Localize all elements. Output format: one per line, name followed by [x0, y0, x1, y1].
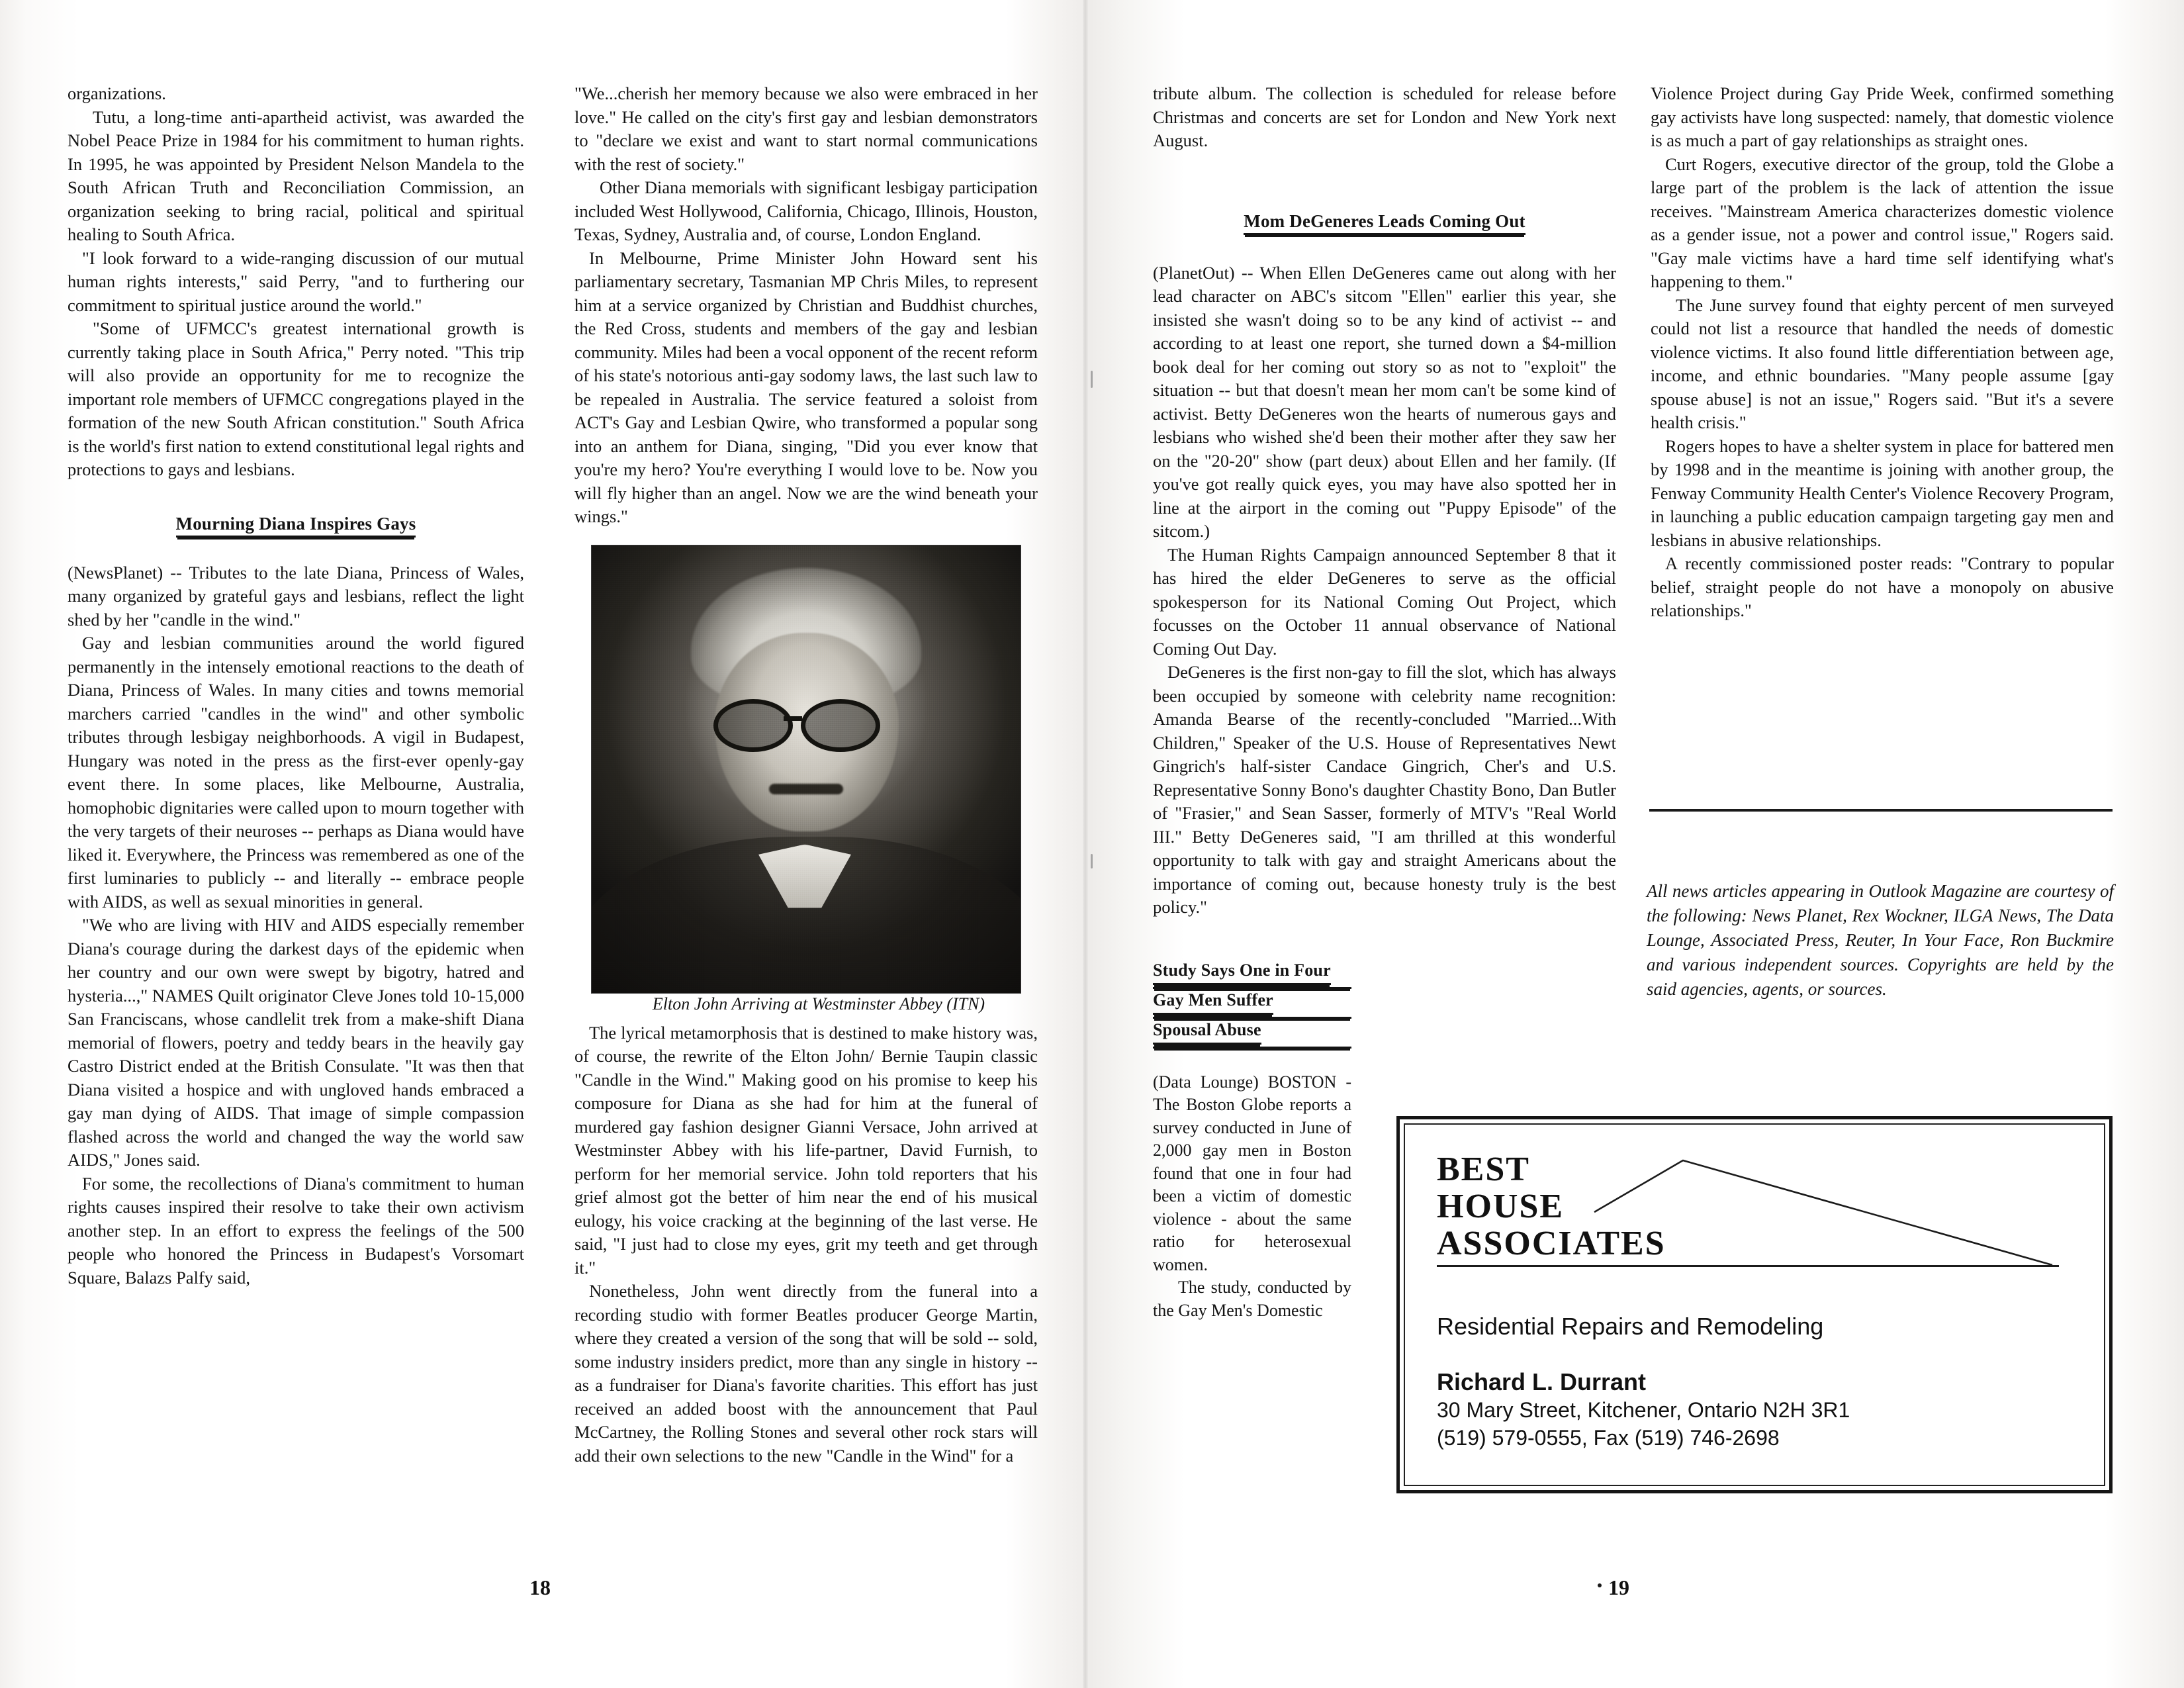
article-headline-text: Gay Men Suffer	[1153, 989, 1273, 1015]
paragraph: The Human Rights Campaign announced September 8 that it has hired the elder DeGeneres to serve as the official spokesperson for its National Coming Out Project, which focusses on the October 11 annual observance of National Coming Out Day.	[1153, 544, 1616, 659]
photo-caption: Elton John Arriving at Westminster Abbey (ITN)	[652, 994, 985, 1013]
page-number-left: 18	[529, 1575, 551, 1599]
article-headline-text: Spousal Abuse	[1153, 1019, 1261, 1045]
column-one	[68, 82, 524, 1289]
article-headline-mourning-diana	[68, 512, 524, 535]
paragraph: "We...cherish her memory because we also were embraced in her love." He called on the city's first gay and lesbian demonstrators to "declare we exist and want to start normal communications with the rest of society."	[574, 83, 1038, 174]
paragraph: Nonetheless, John went directly from the funeral into a recording studio with former Beatles producer George Martin, where they created a version of the song that will be sold -- sold, some industry insiders predict, more than any single in history -- as a fundraiser for Diana's favorite charities. This effort has just received an added boost with the announcement that Paul McCartney, the Rolling Stones and several other rock stars will add their own selections to the new "Candle in the Wind" for a	[574, 1281, 1038, 1466]
article-headline-text: Mom DeGeneres Leads Coming Out	[1244, 211, 1525, 235]
article-headline-study-says	[1153, 959, 1351, 1049]
narrow-story-study-says	[1153, 959, 1351, 1323]
page-number-right: 19	[1608, 1575, 1629, 1599]
page-number-dot	[1598, 1583, 1602, 1587]
column-four	[1651, 82, 2114, 623]
article-headline-mom-degeneres	[1153, 210, 1616, 232]
article-headline-line-2	[1153, 989, 1351, 1019]
paragraph: Violence Project during Gay Pride Week, confirmed something gay activists have long suspected: namely, that domestic violence is as much a part of gay relationships as straight ones.	[1651, 83, 2114, 150]
paragraph: "We who are living with HIV and AIDS especially remember Diana's courage during the darkest days of the epidemic when her country and our own were swept by bigotry, hatred and hysteria...," NAMES Quilt originator Cleve Jones told 10-15,000 San Franciscans, whose candlelit trek from a make-shift Diana memorial of flowers, poetry and teddy bears in the heavily gay Castro District ended at the British Consulate. "It was then that Diana visited a hospice and with ungloved hands embraced a gay man dying of AIDS. That image of simple compassion flashed across the world and changed the way the world saw AIDS," Jones said.	[68, 915, 524, 1170]
paragraph: The lyrical metamorphosis that is destined to make history was, of course, the rewrite of the Elton John/ Bernie Taupin classic "Candle in the Wind." Making good on his promise to keep his composure for Diana as she had for him at the funeral of murdered gay fashion designer Gianni Versace, John arrived at Westminster Abbey with his life-partner, David Furnish, to perform for her memorial service. John told reporters that his grief almost got the better of him near the end of his musical eulogy, his voice cracking at the beginning of the last verse. He said, "I just had to close my eyes, grit my teeth and get through it."	[574, 1022, 1038, 1278]
article-headline-text: Study Says One in Four	[1153, 959, 1331, 985]
paragraph: The June survey found that eighty percent of men surveyed could not list a resource that handled the needs of domestic violence victims. It also found little differentiation between age, income, and ethnic boundaries. "Many people assume [gay spouse abuse] is not an issue," Rogers said. "But it's a severe health crisis."	[1651, 295, 2114, 432]
elton-john-photo	[591, 545, 1021, 994]
gutter-binding-mark-bottom	[1091, 854, 1093, 868]
gutter-binding-mark-top	[1091, 371, 1093, 388]
paragraph: In Melbourne, Prime Minister John Howard sent his parliamentary secretary, Tasmanian MP Chris Miles, to represent him at a service organized by Christian and Buddhist churches, the Red Cross, students and members of the gay and lesbian community. Miles had been a vocal opponent of the recent reform of his state's notorious anti-gay sodomy laws, the last such law to be repealed in Australia. The service featured a soloist from ACT's Gay and Lesbian Qwire, who transformed a popular song into an anthem for Diana, singing, "Did you ever know that you're my hero? You're everything I would love to be. Now you will fly higher than an angel. Now we are the wind beneath your wings."	[574, 248, 1038, 526]
paragraph: For some, the recollections of Diana's commitment to human rights causes inspired their resolve to take their own activism another step. In an effort to express the feelings of the 500 people who honored the Princess in Budapest's Vorsomart Square, Balazs Palfy said,	[68, 1173, 524, 1288]
horizontal-rule	[1649, 809, 2113, 812]
article-headline-line-1	[1153, 959, 1351, 989]
advertisement-phone: (519) 579-0555, Fax (519) 746-2698	[1437, 1426, 1780, 1450]
paragraph: organizations.	[68, 83, 166, 103]
advertisement-logo-underline	[1437, 1265, 2059, 1267]
paragraph: Gay and lesbian communities around the world figured permanently in the intensely emotional reactions to the death of Diana, Princess of Wales. In many cities and towns memorial marchers carried "candles in the wind" and other symbolic tributes through lesbigay neighborhoods. A vigil in Budapest, Hungary was noted in the press as the first-ever openly-gay event there. In some places, like Melbourne, Australia, homophobic dignitaries were called upon to mourn together with the very targets of their neuroses -- perhaps as Diana would have liked it. Everywhere, the Princess was remembered as one of the first luminaries to publicly -- and literally -- embrace people with AIDS, as well as sexual minorities in general.	[68, 633, 524, 912]
advertisement-brand-line-3: ASSOCIATES	[1437, 1225, 1666, 1262]
advertisement-inner-border	[1404, 1123, 2105, 1486]
paragraph: (NewsPlanet) -- Tributes to the late Diana, Princess of Wales, many organized by grateful gays and lesbians, reflect the light shed by her "candle in the wind."	[68, 562, 524, 630]
photo-halftone-grain	[592, 545, 1021, 993]
advertisement-tagline: Residential Repairs and Remodeling	[1437, 1313, 1824, 1340]
photo-figure	[574, 545, 1038, 1015]
paragraph: (Data Lounge) BOSTON - The Boston Globe reports a survey conducted in June of 2,000 gay men in Boston found that one in four had been a victim of domestic violence - about the same ratio for heterosexual women.	[1153, 1072, 1351, 1274]
paragraph: "Some of UFMCC's greatest international growth is currently taking place in South Africa," Perry noted. "This trip will also provide an opportunity for me to recognize the important role members of UFMCC congregations played in the formation of the new South African constitution." South Africa is the world's first nation to extend constitutional legal rights and protections to gays and lesbians.	[68, 318, 524, 479]
advertisement-brand-line-1: BEST	[1437, 1150, 1530, 1188]
advertisement-contact-name: Richard L. Durrant	[1437, 1368, 1647, 1395]
column-two	[574, 82, 1038, 1468]
advertisement-logo	[1437, 1151, 2072, 1277]
article-headline-text: Mourning Diana Inspires Gays	[176, 514, 416, 538]
paragraph: DeGeneres is the first non-gay to fill the slot, which has always been occupied by someone with celebrity name recognition: Amanda Bearse of the recently-concluded "Married...With Children," Speaker of the U.S. House of Representatives Newt Gingrich's half-sister Candace Gingrich, Cher's and U.S. Representative Sonny Bono's daughter Chastity Bono, Dan Butler of "Frasier," and Sean Sasser, formerly of MTV's "Real World III." Betty DeGeneres said, "I am thrilled at this wonderful opportunity to talk with gay and straight Americans about the importance of coming out, because honesty truly is the best policy."	[1153, 662, 1616, 917]
advertisement-brand-line-2: HOUSE	[1437, 1188, 1565, 1225]
spread-gutter	[1083, 0, 1088, 1688]
paragraph: tribute album. The collection is scheduled for release before Christmas and concerts are set for London and New York next August.	[1153, 83, 1616, 150]
advertisement-best-house-associates[interactable]	[1396, 1116, 2113, 1493]
article-headline-line-3	[1153, 1019, 1351, 1049]
paragraph: Tutu, a long-time anti-apartheid activist, was awarded the Nobel Peace Prize in 1984 for his commitment to human rights. In 1995, he was appointed by President Nelson Mandela to the South African Truth and Reconciliation Commission, an organization seeking to bring racial, political and spiritual healing to South Africa.	[68, 107, 524, 244]
paragraph: (PlanetOut) -- When Ellen DeGeneres came out along with her lead character on ABC's sitcom "Ellen" earlier this year, she insisted she wasn't doing so to be any kind of activist -- and according to at least one report, she turned down a $4-million book deal for her coming out story so as not to "exploit" the situation -- but that doesn't mean her mom can't be some kind of activist. Betty DeGeneres won the hearts of numerous gays and lesbians who wished she'd been their mother after they saw her on the "20-20" show (part deux) about Ellen and her family. (If you've got really quick eyes, you may have also spotted her in line at the airport in the coming out "Puppy Episode" of the sitcom.)	[1153, 262, 1616, 541]
paragraph: Rogers hopes to have a shelter system in place for battered men by 1998 and in the meantime is joining with another group, the Fenway Community Health Center's Violence Recovery Program, in launching a public education campaign targeting gay men and lesbians in abusive relationships.	[1651, 436, 2114, 550]
paragraph: Curt Rogers, executive director of the group, told the Globe a large part of the problem is the lack of attention the issue receives. "Mainstream America characterizes domestic violence as a gender issue, not a power and control issue," Rogers said. "Gay male victims have a hard time self identifying what's happening to them."	[1651, 154, 2114, 291]
courtesy-credits-note: All news articles appearing in Outlook Magazine are courtesy of the following: News Planet, Rex Wockner, ILGA News, The Data Lounge, Associated Press, Reuter, In Your Face, Ron Buckmire and various independent sources. Copyrights are held by the said agencies, agents, or sources.	[1647, 881, 2114, 999]
advertisement-address: 30 Mary Street, Kitchener, Ontario N2H 3R1	[1437, 1398, 1850, 1422]
paragraph: A recently commissioned poster reads: "Contrary to popular belief, straight people do not have a monopoly on abusive relationships."	[1651, 553, 2114, 620]
paragraph: Other Diana memorials with significant lesbigay participation included West Hollywood, California, Chicago, Illinois, Houston, Texas, Sydney, Australia and, of course, London England.	[574, 177, 1038, 244]
paragraph: "I look forward to a wide-ranging discussion of our mutual human rights interests," said Perry, "and to furthering our commitment to spiritual justice around the world."	[68, 248, 524, 315]
paragraph: The study, conducted by the Gay Men's Domestic	[1153, 1278, 1351, 1320]
